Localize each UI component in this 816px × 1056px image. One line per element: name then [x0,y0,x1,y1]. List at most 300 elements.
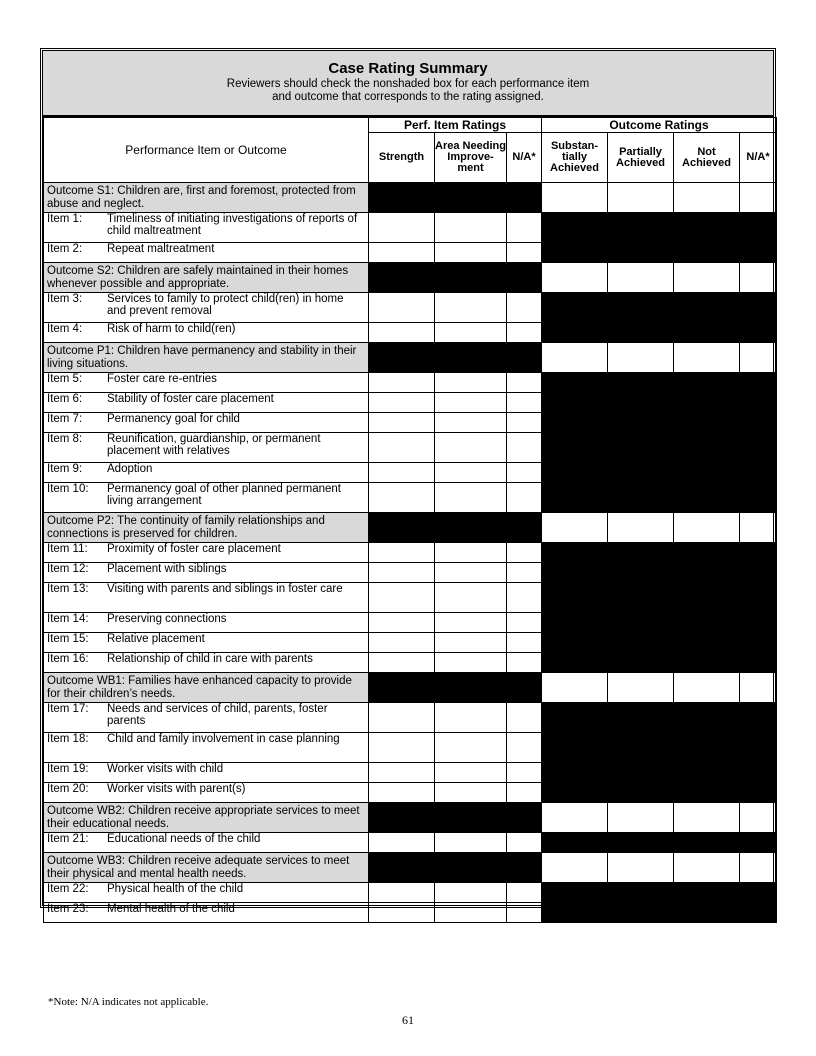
checkbox-partially-achieved[interactable] [608,803,674,833]
shaded-cell [608,763,674,783]
outcome-label: Outcome P2: The continuity of family relationships and connections is preserved for children. [44,513,369,543]
item-number: Item 15: [47,633,89,645]
checkbox-na[interactable] [507,543,542,563]
checkbox-area-needing-improvement[interactable] [435,293,507,323]
column-header-area-needing-improvement: Area Needing Improve-ment [435,133,507,183]
shaded-cell [507,183,542,213]
checkbox-strength[interactable] [369,733,435,763]
shaded-cell [674,463,740,483]
checkbox-na[interactable] [507,243,542,263]
shaded-cell [740,613,777,633]
shaded-cell [435,673,507,703]
shaded-cell [674,433,740,463]
checkbox-na[interactable] [507,293,542,323]
checkbox-strength[interactable] [369,243,435,263]
shaded-cell [542,413,608,433]
shaded-cell [542,433,608,463]
item-number: Item 12: [47,563,89,575]
shaded-cell [740,563,777,583]
shaded-cell [435,263,507,293]
shaded-cell [542,783,608,803]
item-text: Worker visits with child [107,763,224,775]
item-row [44,833,777,853]
outcome-label: Outcome P1: Children have permanency and stability in their living situations. [44,343,369,373]
checkbox-area-needing-improvement[interactable] [435,763,507,783]
checkbox-na[interactable] [507,883,542,903]
item-row [44,293,777,323]
column-header-partially-achieved: Partially Achieved [608,133,674,183]
group-header-perf-item-ratings: Perf. Item Ratings [369,118,542,133]
shaded-cell [369,183,435,213]
item-label [44,613,369,633]
item-number: Item 14: [47,613,89,625]
item-row [44,483,777,513]
item-label [44,373,369,393]
checkbox-strength[interactable] [369,543,435,563]
checkbox-area-needing-improvement[interactable] [435,633,507,653]
checkbox-substantially-achieved[interactable] [542,183,608,213]
shaded-cell [542,483,608,513]
shaded-cell [674,563,740,583]
outcome-row [44,673,777,703]
shaded-cell [542,583,608,613]
shaded-cell [542,763,608,783]
shaded-cell [608,393,674,413]
checkbox-substantially-achieved[interactable] [542,343,608,373]
checkbox-partially-achieved[interactable] [608,183,674,213]
shaded-cell [674,373,740,393]
item-text: Services to family to protect child(ren) in home and prevent removal [107,293,344,317]
shaded-cell [674,213,740,243]
checkbox-na[interactable] [507,733,542,763]
checkbox-area-needing-improvement[interactable] [435,903,507,923]
checkbox-na[interactable] [507,413,542,433]
item-label [44,733,369,763]
shaded-cell [608,323,674,343]
checkbox-area-needing-improvement[interactable] [435,833,507,853]
checkbox-na[interactable] [507,463,542,483]
shaded-cell [740,393,777,413]
item-row [44,703,777,733]
shaded-cell [740,243,777,263]
checkbox-area-needing-improvement[interactable] [435,373,507,393]
outcome-label: Outcome WB1: Families have enhanced capacity to provide for their children’s needs. [44,673,369,703]
column-header-item: Performance Item or Outcome [44,118,369,183]
form-header [43,51,773,117]
item-row [44,323,777,343]
checkbox-outcome-na[interactable] [740,343,777,373]
shaded-cell [435,853,507,883]
shaded-cell [674,583,740,613]
shaded-cell [435,803,507,833]
shaded-cell [740,653,777,673]
checkbox-na[interactable] [507,563,542,583]
shaded-cell [674,413,740,433]
page-number: 61 [402,1013,414,1027]
shaded-cell [542,733,608,763]
shaded-cell [674,633,740,653]
shaded-cell [674,483,740,513]
item-number: Item 13: [47,583,89,595]
item-label [44,433,369,463]
checkbox-strength[interactable] [369,703,435,733]
shaded-cell [608,883,674,903]
checkbox-strength[interactable] [369,463,435,483]
checkbox-outcome-na[interactable] [740,263,777,293]
checkbox-partially-achieved[interactable] [608,343,674,373]
item-label [44,763,369,783]
shaded-cell [608,783,674,803]
checkbox-na[interactable] [507,633,542,653]
item-row [44,633,777,653]
shaded-cell [740,413,777,433]
shaded-cell [542,293,608,323]
outcome-row [44,803,777,833]
item-number: Item 18: [47,733,89,745]
shaded-cell [608,903,674,923]
column-header-outcome-na: N/A* [740,133,777,183]
shaded-cell [608,463,674,483]
shaded-cell [507,263,542,293]
shaded-cell [608,543,674,563]
shaded-cell [740,483,777,513]
item-text: Proximity of foster care placement [107,543,281,555]
item-label [44,393,369,413]
checkbox-area-needing-improvement[interactable] [435,413,507,433]
checkbox-na[interactable] [507,613,542,633]
checkbox-area-needing-improvement[interactable] [435,733,507,763]
outcome-label: Outcome WB2: Children receive appropriate services to meet their educational needs. [44,803,369,833]
item-number: Item 6: [47,393,83,405]
shaded-cell [542,243,608,263]
shaded-cell [608,833,674,853]
shaded-cell [608,483,674,513]
checkbox-area-needing-improvement[interactable] [435,393,507,413]
group-header-outcome-ratings: Outcome Ratings [542,118,777,133]
shaded-cell [435,343,507,373]
checkbox-na[interactable] [507,323,542,343]
checkbox-outcome-na[interactable] [740,803,777,833]
checkbox-na[interactable] [507,373,542,393]
item-number: Item 1: [47,213,83,225]
outcome-label: Outcome S1: Children are, first and foremost, protected from abuse and neglect. [44,183,369,213]
shaded-cell [608,293,674,323]
checkbox-substantially-achieved[interactable] [542,513,608,543]
shaded-cell [608,703,674,733]
item-row [44,903,777,923]
item-number: Item 20: [47,783,89,795]
checkbox-substantially-achieved[interactable] [542,263,608,293]
outcome-label: Outcome S2: Children are safely maintained in their homes whenever possible and appropriate. [44,263,369,293]
shaded-cell [608,733,674,763]
item-text: Adoption [107,463,153,475]
checkbox-area-needing-improvement[interactable] [435,613,507,633]
checkbox-strength[interactable] [369,583,435,613]
shaded-cell [674,833,740,853]
item-label [44,903,369,923]
checkbox-area-needing-improvement[interactable] [435,883,507,903]
checkbox-not-achieved[interactable] [674,673,740,703]
checkbox-strength[interactable] [369,833,435,853]
item-text: Educational needs of the child [107,833,261,845]
shaded-cell [608,213,674,243]
shaded-cell [542,323,608,343]
item-text: Risk of harm to child(ren) [107,323,236,335]
rating-table [43,117,777,923]
item-number: Item 4: [47,323,83,335]
shaded-cell [435,183,507,213]
checkbox-strength[interactable] [369,653,435,673]
shaded-cell [542,213,608,243]
item-label [44,243,369,263]
item-text: Timeliness of initiating investigations of reports of child maltreatment [107,213,358,237]
checkbox-area-needing-improvement[interactable] [435,483,507,513]
shaded-cell [608,653,674,673]
checkbox-outcome-na[interactable] [740,513,777,543]
shaded-cell [369,803,435,833]
outcome-row [44,183,777,213]
checkbox-na[interactable] [507,583,542,613]
checkbox-area-needing-improvement[interactable] [435,783,507,803]
item-text: Child and family involvement in case planning [107,733,340,745]
item-label [44,413,369,433]
checkbox-strength[interactable] [369,323,435,343]
checkbox-area-needing-improvement[interactable] [435,433,507,463]
outcome-row [44,513,777,543]
checkbox-area-needing-improvement[interactable] [435,543,507,563]
item-row [44,213,777,243]
item-row [44,433,777,463]
checkbox-outcome-na[interactable] [740,183,777,213]
item-row [44,883,777,903]
shaded-cell [674,323,740,343]
checkbox-strength[interactable] [369,563,435,583]
item-text: Preserving connections [107,613,227,625]
item-text: Worker visits with parent(s) [107,783,246,795]
item-label [44,463,369,483]
checkbox-strength[interactable] [369,433,435,463]
column-header-strength: Strength [369,133,435,183]
shaded-cell [608,413,674,433]
outcome-row [44,263,777,293]
checkbox-not-achieved[interactable] [674,263,740,293]
shaded-cell [435,513,507,543]
shaded-cell [740,733,777,763]
checkbox-na[interactable] [507,653,542,673]
item-number: Item 2: [47,243,83,255]
footnote: *Note: N/A indicates not applicable. [48,996,209,1008]
checkbox-area-needing-improvement[interactable] [435,213,507,243]
shaded-cell [674,243,740,263]
shaded-cell [608,433,674,463]
shaded-cell [740,433,777,463]
shaded-cell [740,463,777,483]
checkbox-strength[interactable] [369,213,435,243]
item-text: Visiting with parents and siblings in foster care [107,583,343,595]
checkbox-strength[interactable] [369,293,435,323]
checkbox-not-achieved[interactable] [674,343,740,373]
item-row [44,613,777,633]
item-number: Item 3: [47,293,83,305]
checkbox-partially-achieved[interactable] [608,263,674,293]
outcome-label: Outcome WB3: Children receive adequate services to meet their physical and mental health needs. [44,853,369,883]
checkbox-strength[interactable] [369,393,435,413]
item-number: Item 19: [47,763,89,775]
case-rating-form [40,48,776,915]
item-label [44,703,369,733]
shaded-cell [674,703,740,733]
item-row [44,653,777,673]
item-label [44,633,369,653]
shaded-cell [674,733,740,763]
shaded-cell [507,803,542,833]
shaded-cell [507,513,542,543]
checkbox-partially-achieved[interactable] [608,513,674,543]
item-row [44,543,777,563]
checkbox-strength[interactable] [369,763,435,783]
shaded-cell [542,393,608,413]
checkbox-strength[interactable] [369,883,435,903]
checkbox-strength[interactable] [369,783,435,803]
shaded-cell [608,373,674,393]
checkbox-strength[interactable] [369,903,435,923]
checkbox-strength[interactable] [369,613,435,633]
shaded-cell [674,543,740,563]
checkbox-strength[interactable] [369,633,435,653]
item-text: Permanency goal of other planned permanent living arrangement [107,483,341,507]
shaded-cell [674,393,740,413]
shaded-cell [740,903,777,923]
checkbox-na[interactable] [507,833,542,853]
item-text: Needs and services of child, parents, foster parents [107,703,328,727]
shaded-cell [740,293,777,323]
shaded-cell [740,883,777,903]
item-number: Item 5: [47,373,83,385]
checkbox-strength[interactable] [369,413,435,433]
shaded-cell [542,883,608,903]
shaded-cell [542,633,608,653]
item-number: Item 8: [47,433,83,445]
checkbox-outcome-na[interactable] [740,673,777,703]
shaded-cell [674,653,740,673]
checkbox-partially-achieved[interactable] [608,673,674,703]
shaded-cell [369,513,435,543]
form-subtitle-line-1: Reviewers should check the nonshaded box for each performance item [226,78,590,90]
checkbox-strength[interactable] [369,483,435,513]
shaded-cell [542,653,608,673]
checkbox-area-needing-improvement[interactable] [435,323,507,343]
item-label [44,483,369,513]
shaded-cell [740,213,777,243]
checkbox-na[interactable] [507,783,542,803]
item-label [44,783,369,803]
checkbox-not-achieved[interactable] [674,513,740,543]
checkbox-not-achieved[interactable] [674,803,740,833]
checkbox-area-needing-improvement[interactable] [435,653,507,673]
item-text: Permanency goal for child [107,413,240,425]
checkbox-not-achieved[interactable] [674,853,740,883]
item-text: Reunification, guardianship, or permanent placement with relatives [107,433,321,457]
item-text: Relative placement [107,633,205,645]
item-number: Item 23: [47,903,89,915]
checkbox-area-needing-improvement[interactable] [435,463,507,483]
checkbox-substantially-achieved[interactable] [542,853,608,883]
shaded-cell [740,783,777,803]
checkbox-not-achieved[interactable] [674,183,740,213]
shaded-cell [608,613,674,633]
checkbox-partially-achieved[interactable] [608,853,674,883]
shaded-cell [542,833,608,853]
item-label [44,543,369,563]
shaded-cell [542,563,608,583]
item-label [44,653,369,673]
shaded-cell [740,543,777,563]
checkbox-na[interactable] [507,213,542,243]
item-text: Repeat maltreatment [107,243,215,255]
shaded-cell [542,373,608,393]
checkbox-area-needing-improvement[interactable] [435,243,507,263]
item-row [44,413,777,433]
item-row [44,733,777,763]
item-label [44,293,369,323]
shaded-cell [674,763,740,783]
shaded-cell [542,613,608,633]
checkbox-na[interactable] [507,763,542,783]
checkbox-area-needing-improvement[interactable] [435,703,507,733]
item-label [44,583,369,613]
shaded-cell [740,583,777,613]
shaded-cell [740,373,777,393]
item-label [44,323,369,343]
item-row [44,373,777,393]
checkbox-strength[interactable] [369,373,435,393]
checkbox-na[interactable] [507,433,542,463]
checkbox-na[interactable] [507,393,542,413]
item-text: Placement with siblings [107,563,227,575]
checkbox-na[interactable] [507,483,542,513]
item-row [44,563,777,583]
shaded-cell [740,323,777,343]
checkbox-area-needing-improvement[interactable] [435,583,507,613]
column-header-not-achieved: Not Achieved [674,133,740,183]
checkbox-na[interactable] [507,903,542,923]
form-title: Case Rating Summary [328,60,488,77]
item-label [44,213,369,243]
item-row [44,583,777,613]
checkbox-area-needing-improvement[interactable] [435,563,507,583]
item-number: Item 11: [47,543,88,555]
checkbox-substantially-achieved[interactable] [542,673,608,703]
shaded-cell [740,763,777,783]
checkbox-substantially-achieved[interactable] [542,803,608,833]
item-label [44,563,369,583]
item-text: Physical health of the child [107,883,244,895]
shaded-cell [740,833,777,853]
shaded-cell [608,633,674,653]
checkbox-outcome-na[interactable] [740,853,777,883]
shaded-cell [608,563,674,583]
item-text: Relationship of child in care with parents [107,653,313,665]
item-text: Stability of foster care placement [107,393,274,405]
outcome-row [44,853,777,883]
form-subtitle-line-2: and outcome that corresponds to the rating assigned. [272,91,544,103]
shaded-cell [507,853,542,883]
shaded-cell [369,263,435,293]
checkbox-na[interactable] [507,703,542,733]
item-row [44,463,777,483]
shaded-cell [674,903,740,923]
shaded-cell [507,673,542,703]
